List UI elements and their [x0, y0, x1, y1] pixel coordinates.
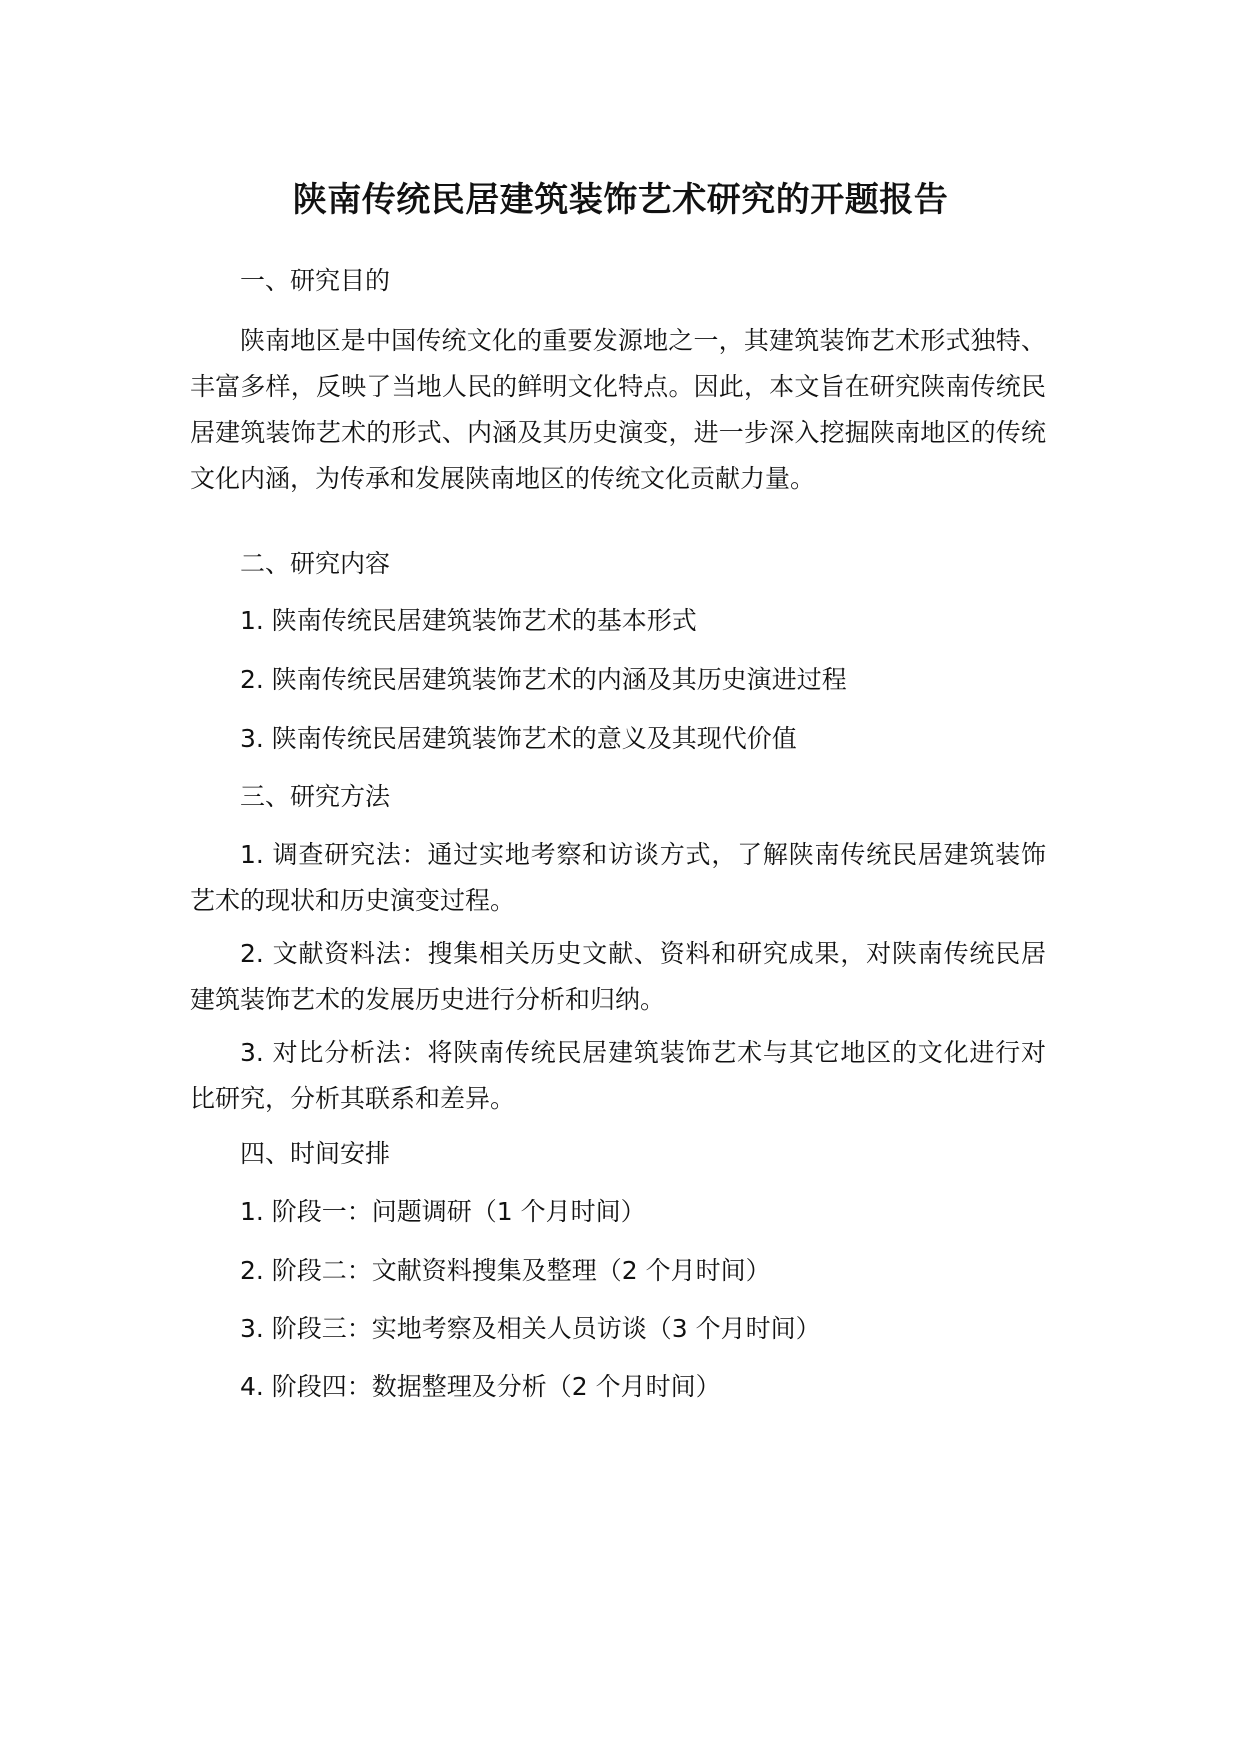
- content-item-3: [190, 716, 1046, 762]
- schedule-item-2: [190, 1248, 1046, 1294]
- list-item: 2. 陕南传统民居建筑装饰艺术的内涵及其历史演进过程: [240, 665, 847, 694]
- schedule-item-4: [190, 1364, 1046, 1410]
- list-item: 3. 阶段三：实地考察及相关人员访谈（3 个月时间）: [240, 1314, 821, 1343]
- content-item-1: [190, 598, 1046, 644]
- list-item: 1. 阶段一：问题调研（1 个月时间）: [240, 1197, 646, 1226]
- heading-1: 一、研究目的: [240, 266, 391, 295]
- heading-4: 四、时间安排: [240, 1139, 391, 1168]
- section-heading-schedule: [190, 1131, 1046, 1177]
- heading-2: 二、研究内容: [240, 549, 391, 578]
- list-item: 3. 陕南传统民居建筑装饰艺术的意义及其现代价值: [240, 724, 797, 753]
- schedule-item-1: [190, 1189, 1046, 1235]
- schedule-item-3: [190, 1306, 1046, 1352]
- heading-3: 三、研究方法: [240, 782, 391, 811]
- paragraph-text: 陕南地区是中国传统文化的重要发源地之一，其建筑装饰艺术形式独特、丰富多样，反映了当地人民的鲜明文化特点。因此，本文旨在研究陕南传统民居建筑装饰艺术的形式、内涵及其历史演变，进一步深入挖掘陕南地区的传统文化内涵，为传承和发展陕南地区的传统文化贡献力量。: [190, 326, 1046, 493]
- method-item-2: [190, 931, 1046, 1023]
- section-heading-methods: [190, 774, 1046, 820]
- document-title: 陕南传统民居建筑装饰艺术研究的开题报告: [292, 180, 949, 220]
- list-item: 2. 阶段二：文献资料搜集及整理（2 个月时间）: [240, 1256, 771, 1285]
- list-item: 1. 陕南传统民居建筑装饰艺术的基本形式: [240, 606, 697, 635]
- method-item-1: [190, 832, 1046, 924]
- list-item: 1. 调查研究法：通过实地考察和访谈方式，了解陕南传统民居建筑装饰艺术的现状和历史演变过程。: [190, 840, 1046, 915]
- section-heading-purpose: [190, 258, 1046, 304]
- list-item: 4. 阶段四：数据整理及分析（2 个月时间）: [240, 1372, 721, 1401]
- section-heading-content: [190, 541, 1046, 587]
- content-item-2: [190, 657, 1046, 703]
- method-item-3: [190, 1030, 1046, 1122]
- paragraph-purpose: [190, 318, 1046, 502]
- list-item: 3. 对比分析法：将陕南传统民居建筑装饰艺术与其它地区的文化进行对比研究，分析其联系和差异。: [190, 1038, 1046, 1113]
- list-item: 2. 文献资料法：搜集相关历史文献、资料和研究成果，对陕南传统民居建筑装饰艺术的发展历史进行分析和归纳。: [190, 939, 1046, 1014]
